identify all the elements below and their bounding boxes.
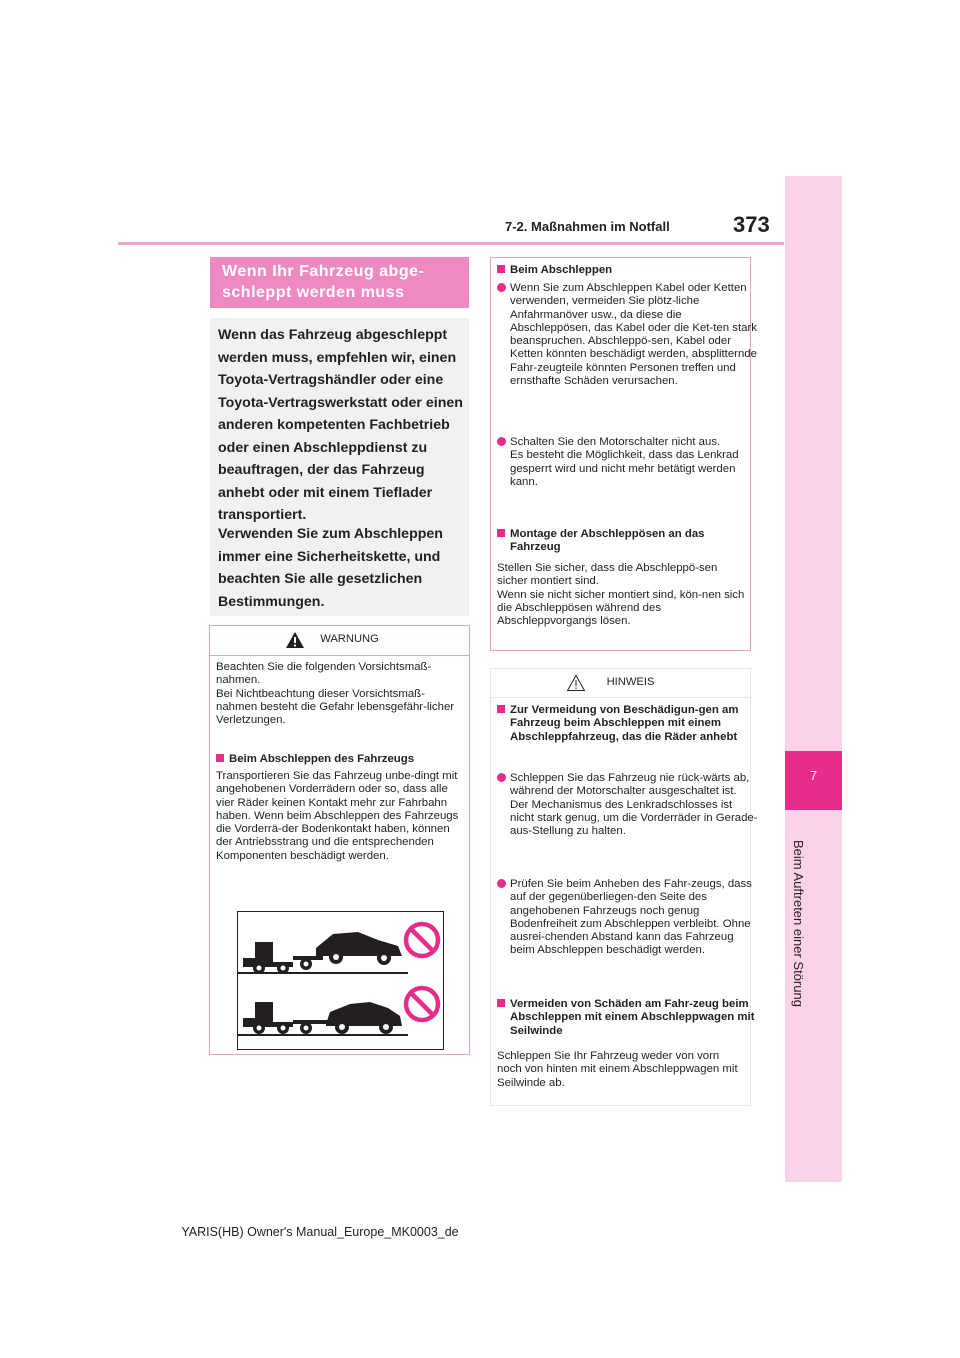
warning-text: Transportieren Sie das Fahrzeug unbe-dingt mit angehobenen Vorderrädern oder so, dass alle vier Räder keinen Kontakt mehr zur Fahrbahn haben. Wenn beim Abschleppen des Fahrzeugs die Vorderrä-der Bodenkontakt haben, können der Antriebsstrang und die entsprechenden Komponenten beschädigt werden. bbox=[216, 770, 459, 862]
circle-bullet-icon bbox=[497, 879, 506, 888]
notice-heading-1: Zur Vermeidung von Beschädigun-gen am Fahrzeug beim Abschleppen mit einem Abschleppfahrzeug, das die Räder anhebt bbox=[497, 704, 758, 744]
notice-bullet-2: Prüfen Sie beim Anheben des Fahr-zeugs, dass auf der gegenüberliegen-den Seite des angehobenen Fahrzeugs noch genug Bodenfreiheit zum Abschleppen verbleibt. Ohne ausrei-chenden Abstand kann das Fahrzeug beim Abschleppen beschädigt werden. bbox=[497, 878, 758, 958]
chapter-title: Beim Auftreten einer Störung bbox=[791, 840, 806, 1007]
intro-paragraph: Wenn das Fahrzeug abgeschleppt werden muss, empfehlen wir, einen Toyota-Vertragshändler oder eine Toyota-Vertragswerkstatt oder einen anderen kompetenten Fachbetrieb oder einen Abschleppdienst zu beauftragen, der das Fahrzeug anhebt oder mit einem Tieflader transportiert. bbox=[218, 327, 463, 523]
towing-prohibited-image bbox=[238, 912, 443, 1049]
notice-bullet-1: Schleppen Sie das Fahrzeug nie rück-wärts ab, während der Motorschalter ausgeschaltet ist. Der Mechanismus des Lenkradschlosses ist nicht stark genug, um die Vorderräder in Gerade-aus-Stellung zu halten. bbox=[497, 772, 758, 838]
page-number: 373 bbox=[733, 212, 770, 237]
header-rule bbox=[118, 242, 784, 245]
square-bullet-icon bbox=[497, 265, 505, 273]
notice-header bbox=[491, 669, 750, 698]
prohibited-icon bbox=[406, 924, 438, 1020]
warning-intro: Beachten Sie die folgenden Vorsichtsmaß-nahmen. Bei Nichtbeachtung dieser Vorsichtsmaß-nahmen besteht die Gefahr lebensgefähr-licher Verletzungen. bbox=[216, 661, 455, 727]
square-bullet-icon bbox=[497, 999, 505, 1007]
towing-eyelet-heading: Montage der Abschleppösen an das Fahrzeug bbox=[497, 528, 758, 555]
chapter-tab-number: 7 bbox=[809, 768, 818, 783]
square-bullet-icon bbox=[497, 529, 505, 537]
footer-manual-id: YARIS(HB) Owner's Manual_Europe_MK0003_de bbox=[181, 1225, 459, 1239]
section-label: 7-2. Maßnahmen im Notfall bbox=[505, 219, 670, 234]
intro-paragraph-2: Verwenden Sie zum Abschleppen immer eine Sicherheitskette, und beachten Sie alle gesetzlichen Bestimmungen. bbox=[218, 526, 443, 610]
square-bullet-icon bbox=[497, 705, 505, 713]
section-title-box bbox=[210, 257, 469, 308]
towing-illustration bbox=[237, 911, 444, 1050]
chapter-side-strip bbox=[785, 176, 842, 1182]
towing-bullet-2: Schalten Sie den Motorschalter nicht aus. Es besteht die Möglichkeit, dass das Lenkrad gesperrt wird und nicht mehr betätigt werden kann. bbox=[497, 436, 758, 489]
warning-header bbox=[210, 626, 469, 656]
towing-heading: Beim Abschleppen bbox=[497, 264, 758, 277]
circle-bullet-icon bbox=[497, 773, 506, 782]
circle-bullet-icon bbox=[497, 437, 506, 446]
circle-bullet-icon bbox=[497, 283, 506, 292]
warning-label: WARNUNG bbox=[320, 633, 379, 645]
notice-label: HINWEIS bbox=[606, 676, 655, 688]
notice-text-2: Schleppen Sie Ihr Fahrzeug weder von vorn noch von hinten mit einem Abschleppwagen mit Seilwinde ab. bbox=[497, 1050, 738, 1089]
square-bullet-icon bbox=[216, 754, 224, 762]
notice-heading-2: Vermeiden von Schäden am Fahr-zeug beim Abschleppen mit einem Abschleppwagen mit Seilwinde bbox=[497, 998, 758, 1038]
section-title: Wenn Ihr Fahrzeug abge- schleppt werden muss bbox=[222, 263, 425, 301]
warning-heading: Beim Abschleppen des Fahrzeugs bbox=[216, 753, 477, 766]
towing-eyelet-text: Stellen Sie sicher, dass die Abschleppö-sen sicher montiert sind. Wenn sie nicht sicher montiert sind, kön-nen sich die Abschleppösen während des Abschleppvorgangs lösen. bbox=[497, 562, 745, 628]
warning-box bbox=[209, 625, 470, 1055]
intro-box bbox=[210, 318, 469, 616]
towing-notes-box bbox=[490, 257, 757, 651]
towing-bullet-1: Wenn Sie zum Abschleppen Kabel oder Ketten verwenden, vermeiden Sie plötz-liche Anfahrmanöver usw., da diese die Abschleppösen, das Kabel oder die Ket-ten stark beanspruchen. Abschleppö-sen, Kabel oder Ketten könnten beschädigt werden, absplitternde Fahr-zeugteile könnten Personen treffen und ernsthafte Schäden verursachen. bbox=[497, 282, 758, 388]
notice-box bbox=[490, 668, 758, 1106]
